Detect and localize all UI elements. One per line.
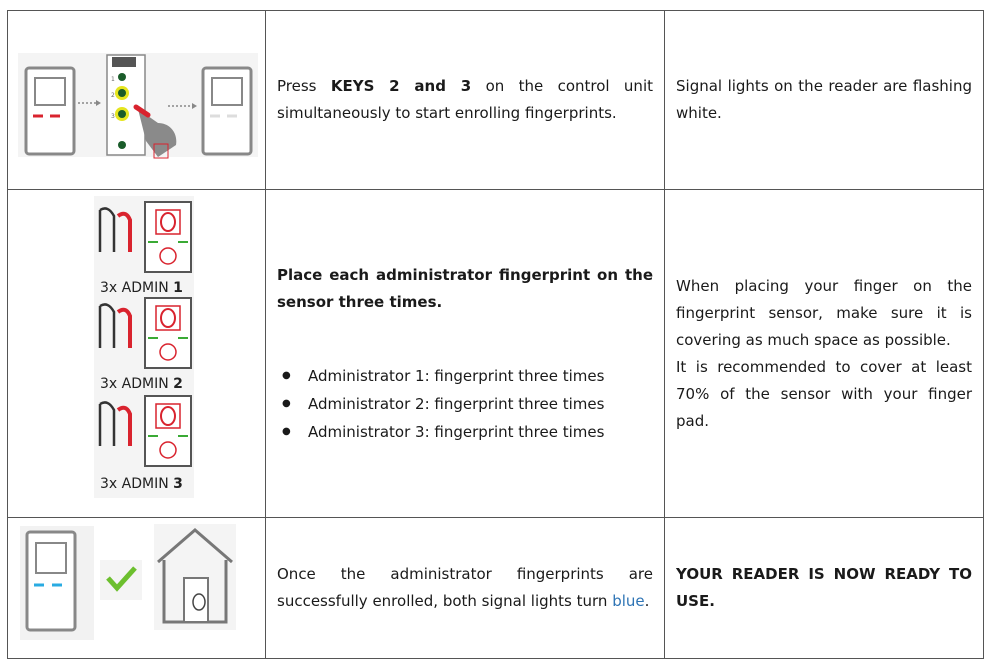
step2-instruction-cell	[266, 190, 665, 518]
admin-bullet-list	[266, 362, 664, 446]
step1-note-cell	[665, 11, 984, 190]
step3-instruction	[266, 561, 664, 615]
reader-blue-lights-icon	[20, 526, 94, 640]
key-label-3: 3	[111, 113, 115, 120]
admin-2-label: 3x ADMIN 2	[100, 376, 183, 392]
instructions-table	[7, 10, 984, 659]
step1-instruction-keys: KEYS 2 and 3	[330, 77, 472, 95]
step3-image-cell	[8, 518, 266, 659]
key-label-1: 1	[111, 76, 115, 83]
step-row-2	[8, 190, 984, 518]
step-row-3	[8, 518, 984, 659]
house-fingerprint-icon	[154, 524, 236, 630]
step2-note-line-1: When placing your finger on the fingerprint sensor, make sure it is covering as much space as possible.	[676, 276, 972, 349]
step3-instruction-pre: Once the administrator fingerprints are successfully enrolled, both signal lights turn	[277, 565, 653, 610]
reader-red-lights-icon	[26, 68, 74, 154]
step2-instruction: Place each administrator fingerprint on the sensor three times.	[277, 265, 653, 311]
step3-note: YOUR READER IS NOW READY TO USE.	[676, 565, 972, 610]
step2-illustration	[8, 190, 265, 513]
step3-blue-word: blue	[612, 592, 645, 610]
reader-white-lights-icon	[203, 68, 251, 154]
step2-note-line-2: It is recommended to cover at least 70% of the sensor with your finger pad.	[676, 357, 972, 430]
step1-instruction-cell	[266, 11, 665, 190]
step1-illustration	[8, 11, 265, 185]
list-item: ● Administrator 1: fingerprint three times	[308, 362, 664, 390]
step3-note-cell	[665, 518, 984, 659]
step1-instruction	[266, 73, 664, 127]
step3-instruction-cell	[266, 518, 665, 659]
step-row-1	[8, 11, 984, 190]
control-unit-icon	[107, 55, 145, 155]
step3-illustration	[8, 518, 265, 654]
list-item: ● Administrator 3: fingerprint three times	[308, 418, 664, 446]
step1-note: Signal lights on the reader are flashing white.	[676, 77, 972, 122]
step2-image-cell	[8, 190, 266, 518]
list-item: ● Administrator 2: fingerprint three times	[308, 390, 664, 418]
step2-note-cell	[665, 190, 984, 518]
checkmark-icon	[100, 560, 142, 600]
step1-instruction-post: on the control unit simultaneously to start enrolling fingerprints.	[277, 77, 653, 122]
step3-instruction-post: .	[644, 592, 650, 610]
key-label-2: 2	[111, 92, 115, 99]
step1-image-cell	[8, 11, 266, 190]
admin-3-label: 3x ADMIN 3	[100, 476, 183, 492]
admin-1-label: 3x ADMIN 1	[100, 280, 183, 296]
step1-instruction-pre: Press	[277, 77, 331, 95]
